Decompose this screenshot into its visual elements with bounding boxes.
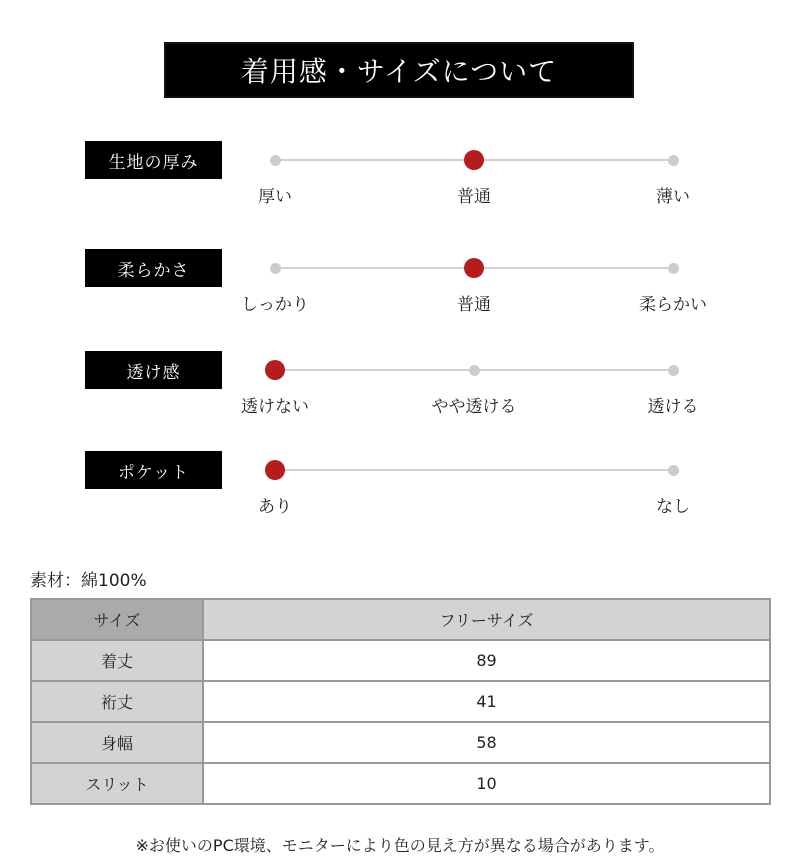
- table-row: [31, 681, 770, 722]
- selected-dot: [265, 460, 285, 480]
- scale-row: [0, 260, 800, 338]
- scale-label: 生地の厚み: [85, 141, 222, 179]
- scale-label: 柔らかさ: [85, 249, 222, 287]
- scale-row: [0, 462, 800, 540]
- scale-option: 薄い: [656, 187, 690, 207]
- scale-option: しっかり: [241, 295, 309, 315]
- scale-dot: [270, 155, 281, 166]
- color-disclaimer: ※お使いのPC環境、モニターにより色の見え方が異なる場合があります。: [135, 836, 665, 855]
- row-label: 裄丈: [31, 681, 203, 722]
- selected-dot: [464, 150, 484, 170]
- scale-row: [0, 152, 800, 230]
- material-text: 素材：綿100%: [30, 571, 147, 591]
- table-row: [31, 763, 770, 804]
- row-value: 41: [203, 681, 770, 722]
- row-label: スリット: [31, 763, 203, 804]
- selected-dot: [265, 360, 285, 380]
- scale-track: [275, 469, 673, 471]
- scale-label: ポケット: [85, 451, 222, 489]
- scale-option: 透けない: [241, 397, 309, 417]
- selected-dot: [464, 258, 484, 278]
- scale-option: なし: [656, 497, 690, 517]
- header-cell: フリーサイズ: [203, 599, 770, 640]
- scale-dot: [668, 263, 679, 274]
- row-label: 着丈: [31, 640, 203, 681]
- scale-dot: [668, 155, 679, 166]
- scale-option: 厚い: [258, 187, 292, 207]
- scale-dot: [270, 263, 281, 274]
- row-label: 身幅: [31, 722, 203, 763]
- section-title: 着用感・サイズについて: [166, 44, 632, 96]
- scale-option: やや透ける: [431, 397, 517, 417]
- size-table: [30, 598, 771, 805]
- scale-option: あり: [258, 497, 292, 517]
- scale-option: 柔らかい: [639, 295, 707, 315]
- scale-dot: [668, 365, 679, 376]
- row-value: 58: [203, 722, 770, 763]
- header-cell: サイズ: [31, 599, 203, 640]
- table-row: [31, 640, 770, 681]
- row-value: 10: [203, 763, 770, 804]
- scale-label: 透け感: [85, 351, 222, 389]
- scale-option: 普通: [457, 187, 491, 207]
- table-row: [31, 722, 770, 763]
- scale-dot: [469, 365, 480, 376]
- table-header-row: [31, 599, 770, 640]
- scale-row: [0, 362, 800, 440]
- scale-option: 透ける: [647, 397, 699, 417]
- scale-option: 普通: [457, 295, 491, 315]
- scale-dot: [668, 465, 679, 476]
- row-value: 89: [203, 640, 770, 681]
